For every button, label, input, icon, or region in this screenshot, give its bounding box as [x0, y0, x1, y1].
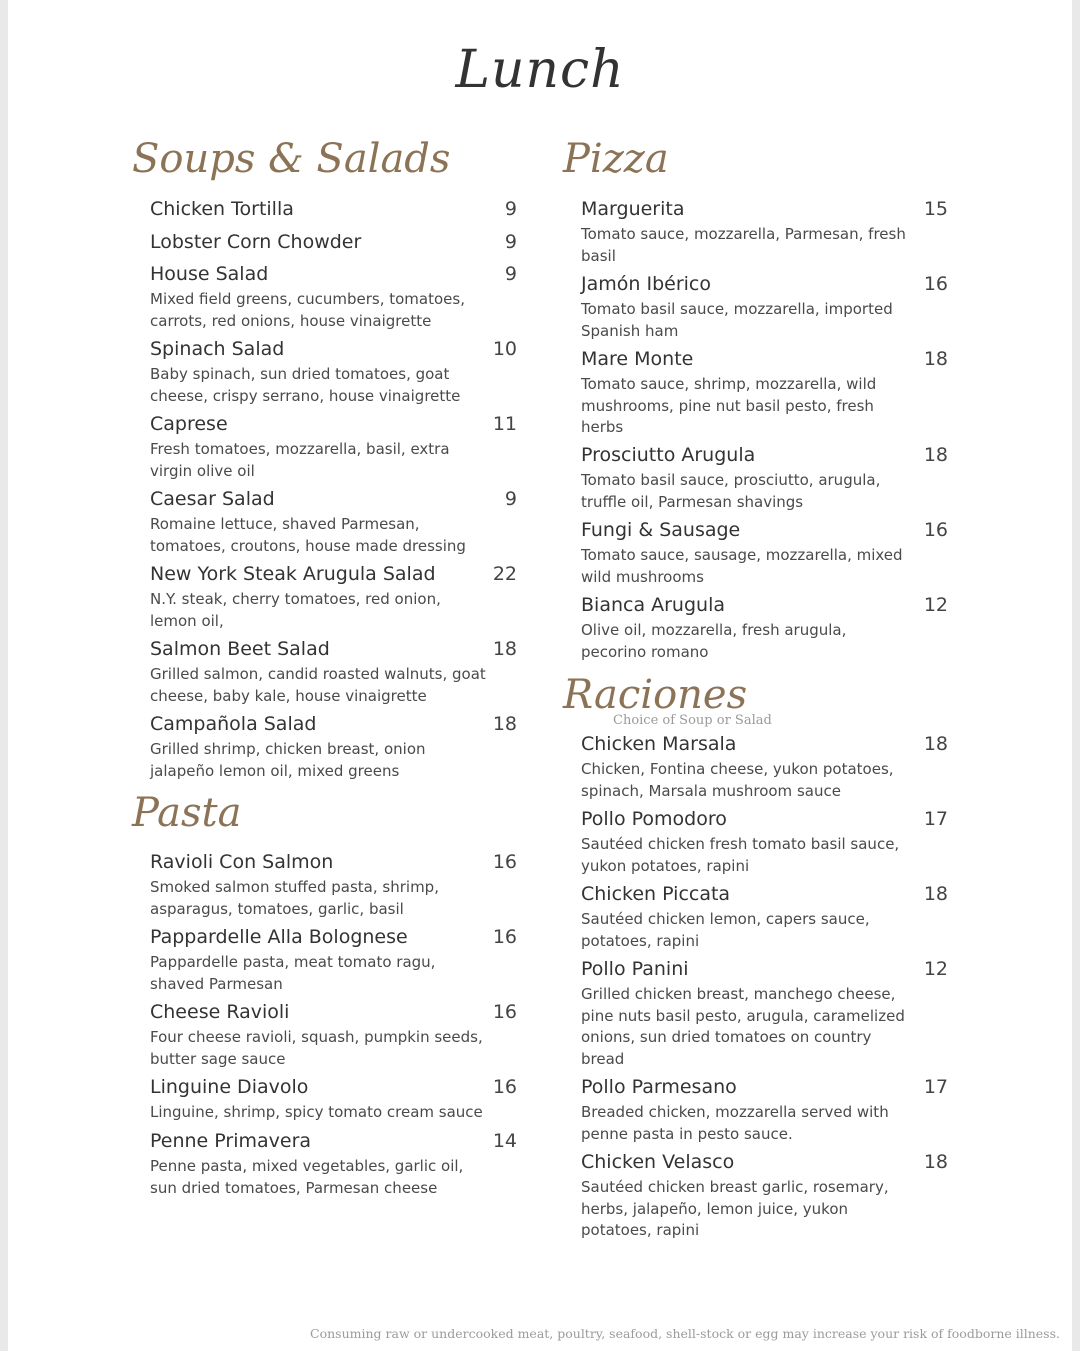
menu-item-name: Pollo Pomodoro: [581, 808, 727, 830]
menu-item-description: Chicken, Fontina cheese, yukon potatoes, spinach, Marsala mushroom sauce: [581, 760, 894, 800]
raciones-subtitle: Choice of Soup or Salad: [613, 713, 772, 728]
menu-item-description: Penne pasta, mixed vegetables, garlic oil, sun dried tomatoes, Parmesan cheese: [150, 1157, 464, 1197]
menu-item-name: New York Steak Arugula Salad: [150, 563, 436, 585]
menu-item-description: N.Y. steak, cherry tomatoes, red onion, lemon oil,: [150, 590, 441, 630]
menu-item-price: 18: [923, 1151, 948, 1173]
menu-item-price: 18: [923, 733, 948, 755]
menu-item-price: 9: [504, 231, 517, 253]
menu-item-name: Pollo Panini: [581, 958, 689, 980]
menu-item-name: Pollo Parmesano: [581, 1076, 737, 1098]
menu-item-price: 18: [492, 638, 517, 660]
menu-item-price: 9: [504, 263, 517, 285]
menu-item-name: Marguerita: [581, 198, 685, 220]
menu-item-description: Grilled chicken breast, manchego cheese, pine nuts basil pesto, arugula, caramelized onions, sun dried tomatoes on country bread: [581, 985, 905, 1068]
menu-item-name: Lobster Corn Chowder: [150, 231, 362, 253]
menu-item-price: 16: [492, 1076, 517, 1098]
menu-item-name: Chicken Marsala: [581, 733, 737, 755]
menu-item-name: Ravioli Con Salmon: [150, 851, 334, 873]
menu-item-description: Baby spinach, sun dried tomatoes, goat cheese, crispy serrano, house vinaigrette: [150, 365, 461, 405]
menu-item-name: Jamón Ibérico: [581, 273, 711, 295]
menu-item-price: 17: [923, 1076, 948, 1098]
menu-item-description: Four cheese ravioli, squash, pumpkin seeds, butter sage sauce: [150, 1028, 483, 1068]
menu-item-name: Chicken Velasco: [581, 1151, 735, 1173]
menu-item-name: Salmon Beet Salad: [150, 638, 330, 660]
food-safety-disclaimer: Consuming raw or undercooked meat, poultry, seafood, shell-stock or egg may increase your risk of foodborne illness.: [310, 1326, 1060, 1341]
menu-item-description: Breaded chicken, mozzarella served with penne pasta in pesto sauce.: [581, 1103, 889, 1143]
menu-item-price: 18: [492, 713, 517, 735]
menu-item-description: Sautéed chicken fresh tomato basil sauce, yukon potatoes, rapini: [581, 835, 900, 875]
menu-item-description: Grilled salmon, candid roasted walnuts, goat cheese, baby kale, house vinaigrette: [150, 665, 486, 705]
menu-item-price: 15: [923, 198, 948, 220]
menu-item-price: 16: [492, 851, 517, 873]
section-title-pizza: Pizza: [563, 136, 669, 182]
menu-item-price: 12: [923, 594, 948, 616]
menu-item-price: 16: [492, 1001, 517, 1023]
menu-item-description: Linguine, shrimp, spicy tomato cream sauce: [150, 1103, 483, 1121]
menu-item-price: 17: [923, 808, 948, 830]
menu-item-description: Sautéed chicken lemon, capers sauce, potatoes, rapini: [581, 910, 870, 950]
menu-item-price: 16: [923, 519, 948, 541]
menu-item-price: 11: [492, 413, 517, 435]
menu-item-price: 14: [492, 1130, 517, 1152]
menu-item-description: Romaine lettuce, shaved Parmesan, tomatoes, croutons, house made dressing: [150, 515, 466, 555]
menu-item-name: House Salad: [150, 263, 269, 285]
menu-item-price: 18: [923, 444, 948, 466]
menu-item-description: Tomato sauce, mozzarella, Parmesan, fresh basil: [581, 225, 906, 265]
menu-item-description: Tomato basil sauce, prosciutto, arugula, truffle oil, Parmesan shavings: [581, 471, 881, 511]
menu-item-price: 18: [923, 883, 948, 905]
menu-item-name: Chicken Tortilla: [150, 198, 294, 220]
menu-item-name: Cheese Ravioli: [150, 1001, 290, 1023]
menu-item-description: Tomato sauce, sausage, mozzarella, mixed wild mushrooms: [581, 546, 903, 586]
menu-title: Lunch: [455, 40, 625, 100]
menu-item-name: Campañola Salad: [150, 713, 317, 735]
section-title-soups-salads: Soups & Salads: [132, 136, 451, 182]
menu-item-name: Linguine Diavolo: [150, 1076, 309, 1098]
menu-item-description: Pappardelle pasta, meat tomato ragu, shaved Parmesan: [150, 953, 436, 993]
menu-item-description: Grilled shrimp, chicken breast, onion jalapeño lemon oil, mixed greens: [150, 740, 426, 780]
menu-item-name: Prosciutto Arugula: [581, 444, 756, 466]
menu-item-description: Tomato sauce, shrimp, mozzarella, wild mushrooms, pine nut basil pesto, fresh herbs: [581, 375, 877, 436]
menu-item-description: Tomato basil sauce, mozzarella, imported Spanish ham: [581, 300, 893, 340]
menu-item-price: 18: [923, 348, 948, 370]
menu-item-description: Sautéed chicken breast garlic, rosemary, herbs, jalapeño, lemon juice, yukon potatoes, rapini: [581, 1178, 889, 1239]
menu-item-name: Penne Primavera: [150, 1130, 312, 1152]
menu-item-price: 16: [492, 926, 517, 948]
menu-item-name: Caesar Salad: [150, 488, 275, 510]
menu-item-price: 12: [923, 958, 948, 980]
menu-item-name: Bianca Arugula: [581, 594, 726, 616]
menu-item-price: 16: [923, 273, 948, 295]
section-title-raciones: Raciones: [563, 672, 748, 718]
menu-item-description: Fresh tomatoes, mozzarella, basil, extra virgin olive oil: [150, 440, 450, 480]
section-title-pasta: Pasta: [132, 790, 242, 836]
menu-item-name: Pappardelle Alla Bolognese: [150, 926, 408, 948]
menu-item-price: 22: [492, 563, 517, 585]
menu-item-price: 9: [504, 198, 517, 220]
menu-item-name: Mare Monte: [581, 348, 694, 370]
menu-item-name: Caprese: [150, 413, 228, 435]
menu-item-price: 10: [492, 338, 517, 360]
menu-item-name: Fungi & Sausage: [581, 519, 741, 541]
menu-item-name: Chicken Piccata: [581, 883, 731, 905]
menu-item-description: Smoked salmon stuffed pasta, shrimp, asparagus, tomatoes, garlic, basil: [150, 878, 439, 918]
menu-item-price: 9: [504, 488, 517, 510]
menu-item-name: Spinach Salad: [150, 338, 285, 360]
menu-item-description: Mixed field greens, cucumbers, tomatoes, carrots, red onions, house vinaigrette: [150, 290, 465, 330]
menu-item-description: Olive oil, mozzarella, fresh arugula, pecorino romano: [581, 621, 847, 661]
